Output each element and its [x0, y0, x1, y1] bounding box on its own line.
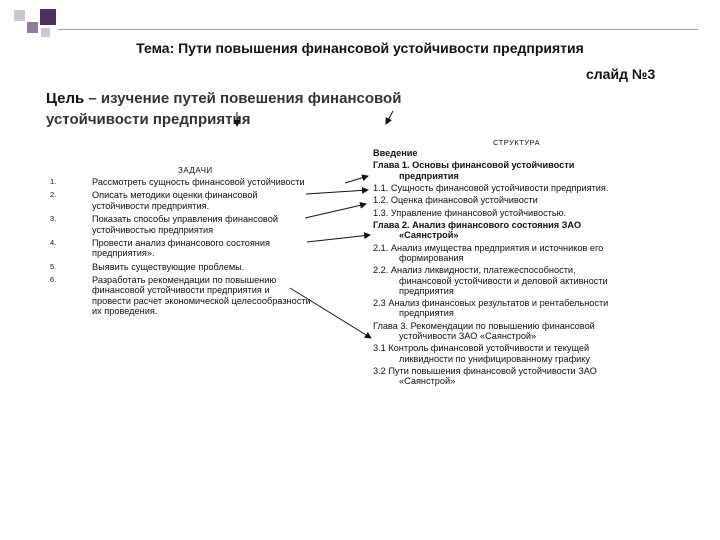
structure-text-line: ликвидности по унифицированному графику — [399, 353, 590, 364]
structure-text-line: 1.3. Управление финансовой устойчивостью. — [373, 207, 567, 218]
task-number: 4. — [50, 237, 57, 247]
task-text-line: Рассмотреть сущность финансовой устойчивости — [92, 177, 305, 187]
task-item — [50, 214, 360, 235]
goal-statement — [46, 88, 486, 130]
slide-number: слайд №3 — [586, 66, 656, 82]
structure-text-line: Введение — [373, 148, 418, 158]
structure-text-line: «Саянстрой» — [399, 230, 459, 241]
task-item — [50, 177, 360, 188]
structure-text-line: 2.3 Анализ финансовых результатов и рентабельности — [373, 298, 609, 309]
structure-item — [373, 343, 673, 363]
decor-square-mid — [27, 22, 38, 33]
structure-list — [373, 148, 673, 389]
task-number: 2. — [50, 190, 57, 200]
structure-item — [373, 183, 673, 193]
decorative-squares — [0, 0, 720, 40]
task-text-line: Разработать рекомендации по повышению — [92, 274, 277, 285]
structure-item — [373, 195, 673, 205]
structure-text-line: устойчивости ЗАО «Саянстрой» — [399, 330, 537, 341]
structure-text-line: 2.2. Анализ ликвидности, платежеспособности, — [373, 265, 576, 276]
slide-topic: Тема: Пути повышения финансовой устойчивости предприятия — [136, 40, 584, 56]
decor-square-light-small — [41, 28, 50, 37]
task-text-line: провести расчет экономической целесообразности — [92, 295, 311, 306]
structure-text-line: 3.1 Контроль финансовой устойчивости и текущей — [373, 343, 590, 354]
structure-item — [373, 243, 673, 263]
structure-text-line: Глава 3. Рекомендации по повышению финансовой — [373, 320, 595, 331]
task-item — [50, 275, 360, 317]
structure-item — [373, 366, 673, 386]
task-text-line: Описать методики оценки финансовой — [92, 190, 258, 201]
tasks-title: ЗАДАЧИ — [178, 166, 213, 175]
goal-text: – изучение путей повешения финансовой устойчивости предприятия — [46, 90, 402, 128]
structure-text-line: Глава 2. Анализ финансового состояния ЗАО — [373, 220, 582, 231]
decor-square-light — [14, 10, 25, 21]
structure-text-line: предприятия — [399, 285, 454, 296]
header-divider — [58, 29, 698, 30]
task-text-line: устойчивостью предприятия — [92, 224, 214, 235]
task-text-line: устойчивости предприятия. — [92, 200, 210, 211]
structure-title: СТРУКТУРА — [493, 138, 541, 147]
structure-item — [373, 148, 673, 158]
task-text-line: Показать способы управления финансовой — [92, 214, 278, 225]
task-text-line: их проведения. — [92, 306, 158, 317]
structure-text-line: 1.1. Сущность финансовой устойчивости предприятия. — [373, 182, 609, 193]
tasks-list — [50, 177, 360, 320]
goal-label: Цель — [46, 90, 85, 107]
task-text-line: Выявить существующие проблемы. — [92, 261, 245, 272]
structure-item — [373, 321, 673, 341]
structure-text-line: 1.2. Оценка финансовой устойчивости — [373, 195, 538, 206]
task-item — [50, 262, 360, 273]
task-item — [50, 238, 360, 259]
task-number: 6. — [50, 274, 57, 284]
structure-text-line: 2.1. Анализ имущества предприятия и источников его — [373, 242, 604, 253]
decor-square-dark — [40, 9, 56, 25]
task-number: 3. — [50, 214, 57, 224]
structure-text-line: формирования — [399, 252, 464, 263]
structure-item — [373, 220, 673, 240]
task-text-line: финансовой устойчивости предприятия и — [92, 285, 270, 296]
structure-text-line: финансовой устойчивости и деловой активности — [399, 275, 608, 286]
task-text-line: предприятия». — [92, 248, 155, 259]
structure-text-line: Глава 1. Основы финансовой устойчивости — [373, 160, 575, 171]
structure-text-line: предприятия — [399, 308, 454, 319]
task-number: 1. — [50, 177, 57, 186]
task-number: 5. — [50, 261, 57, 271]
structure-text-line: «Саянстрой» — [399, 376, 456, 387]
structure-item — [373, 298, 673, 318]
structure-item — [373, 265, 673, 296]
task-item — [50, 190, 360, 211]
structure-text-line: 3.2 Пути повышения финансовой устойчивости ЗАО — [373, 365, 597, 376]
structure-text-line: предприятия — [399, 170, 459, 181]
task-text-line: Провести анализ финансового состояния — [92, 237, 270, 248]
structure-item — [373, 208, 673, 218]
structure-item — [373, 160, 673, 180]
